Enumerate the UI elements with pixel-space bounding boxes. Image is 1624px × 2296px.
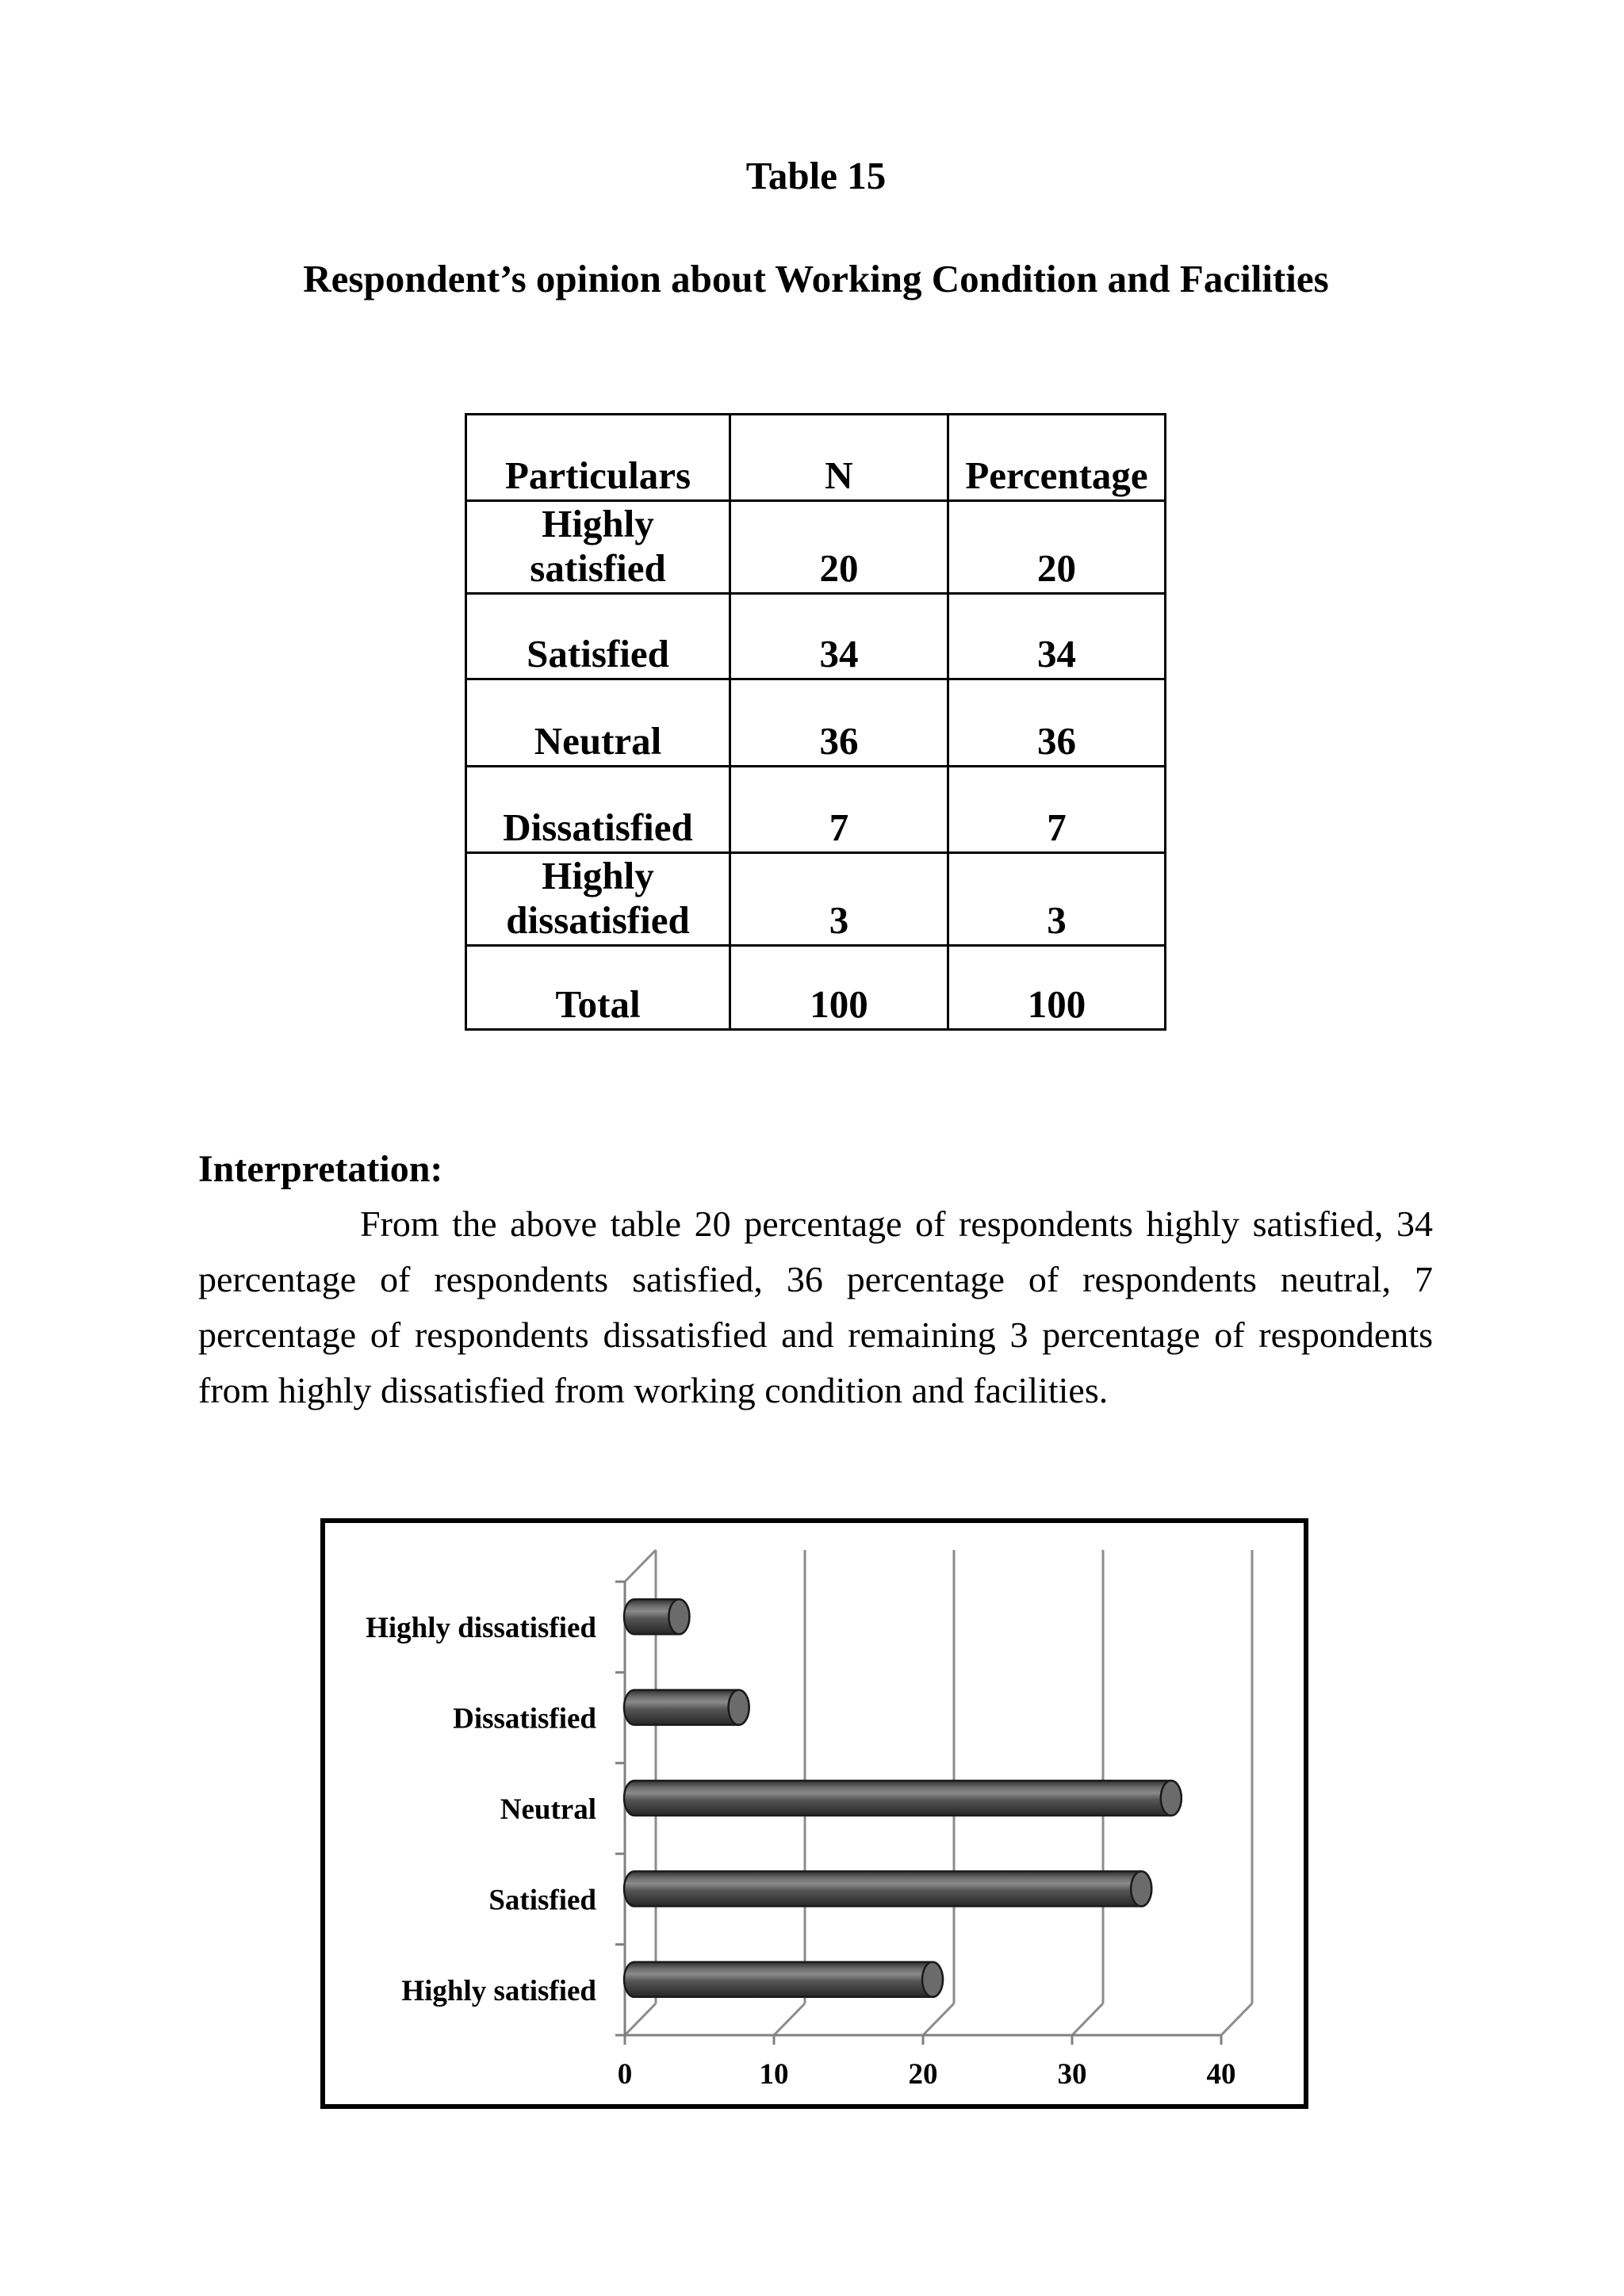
- bar-end-cap: [922, 1962, 943, 1997]
- percentage-cell: 36: [948, 679, 1166, 767]
- particulars-cell: [466, 679, 730, 767]
- chart-canvas: [320, 1518, 1308, 2109]
- table-row: [466, 501, 1166, 594]
- header-n: N: [730, 415, 948, 501]
- bar-body: [624, 1871, 1151, 1906]
- tick-label-0: 0: [617, 2058, 633, 2091]
- total-n-cell: 100: [730, 946, 948, 1030]
- header-percentage: Percentage: [948, 415, 1166, 501]
- particulars-label: Neutral: [534, 719, 662, 763]
- table-row: [466, 853, 1166, 946]
- header-particulars: Particulars: [504, 453, 691, 497]
- satisfaction-bar-chart: [320, 1518, 1308, 2109]
- table-number: Table 15: [745, 154, 887, 197]
- particulars-cell: [466, 853, 730, 946]
- bar-end-cap: [1131, 1871, 1151, 1906]
- particulars-label: Highly dissatisfied: [506, 854, 690, 942]
- bar-dissatisfied: [624, 1690, 749, 1725]
- percentage-cell: 3: [948, 853, 1166, 946]
- n-cell: 20: [730, 501, 948, 594]
- bar-body: [624, 1781, 1182, 1816]
- bar-neutral: [624, 1781, 1182, 1816]
- particulars-cell: [466, 594, 730, 679]
- category-label-highly-dissatisfied: Highly dissatisfied: [366, 1612, 596, 1645]
- header-particulars-cell: [466, 415, 730, 501]
- particulars-label: Satisfied: [527, 632, 669, 675]
- table-row: [466, 767, 1166, 853]
- particulars-label: Highly satisfied: [530, 502, 666, 590]
- particulars-cell: [466, 501, 730, 594]
- n-cell: 7: [730, 767, 948, 853]
- percentage-cell: 7: [948, 767, 1166, 853]
- bar-highly-satisfied: [624, 1962, 943, 1997]
- bar-satisfied: [624, 1871, 1151, 1906]
- category-label-highly-satisfied: Highly satisfied: [401, 1974, 596, 2007]
- tick-label-20: 20: [908, 2058, 938, 2091]
- n-cell: 3: [730, 853, 948, 946]
- bar-highly-dissatisfied: [624, 1599, 689, 1634]
- bar-end-cap: [1161, 1781, 1182, 1816]
- tick-label-40: 40: [1206, 2058, 1236, 2091]
- opinion-table: [465, 413, 1166, 1031]
- n-cell: 34: [730, 594, 948, 679]
- n-cell: 36: [730, 679, 948, 767]
- bar-end-cap: [729, 1690, 749, 1725]
- table-row: [466, 679, 1166, 767]
- percentage-cell: 34: [948, 594, 1166, 679]
- category-label-dissatisfied: Dissatisfied: [453, 1702, 596, 1735]
- category-label-satisfied: Satisfied: [488, 1884, 596, 1917]
- total-percentage-cell: 100: [948, 946, 1166, 1030]
- bar-end-cap: [668, 1599, 689, 1634]
- particulars-label: Dissatisfied: [503, 806, 693, 849]
- tick-label-30: 30: [1057, 2058, 1087, 2091]
- total-label: Total: [555, 982, 641, 1026]
- table-total-row: [466, 946, 1166, 1030]
- table-row: [466, 594, 1166, 679]
- percentage-cell: 20: [948, 501, 1166, 594]
- interpretation-paragraph: From the above table 20 percentage of respondents highly satisfied, 34 percentage of respondents satisfied, 36 percentage of respondents neutral, 7 percentage of respondents dissatisfied and remaining 3 percentage of respondents from highly dissatisfied from working condition and facilities.: [198, 1203, 1433, 1410]
- table-title: Respondent’s opinion about Working Condition and Facilities: [303, 257, 1329, 300]
- total-label-cell: [466, 946, 730, 1030]
- table-header-row: [466, 415, 1166, 501]
- category-label-neutral: Neutral: [500, 1793, 596, 1826]
- interpretation-heading: Interpretation:: [198, 1148, 443, 1190]
- tick-label-10: 10: [759, 2058, 789, 2091]
- bar-body: [624, 1962, 943, 1997]
- particulars-cell: [466, 767, 730, 853]
